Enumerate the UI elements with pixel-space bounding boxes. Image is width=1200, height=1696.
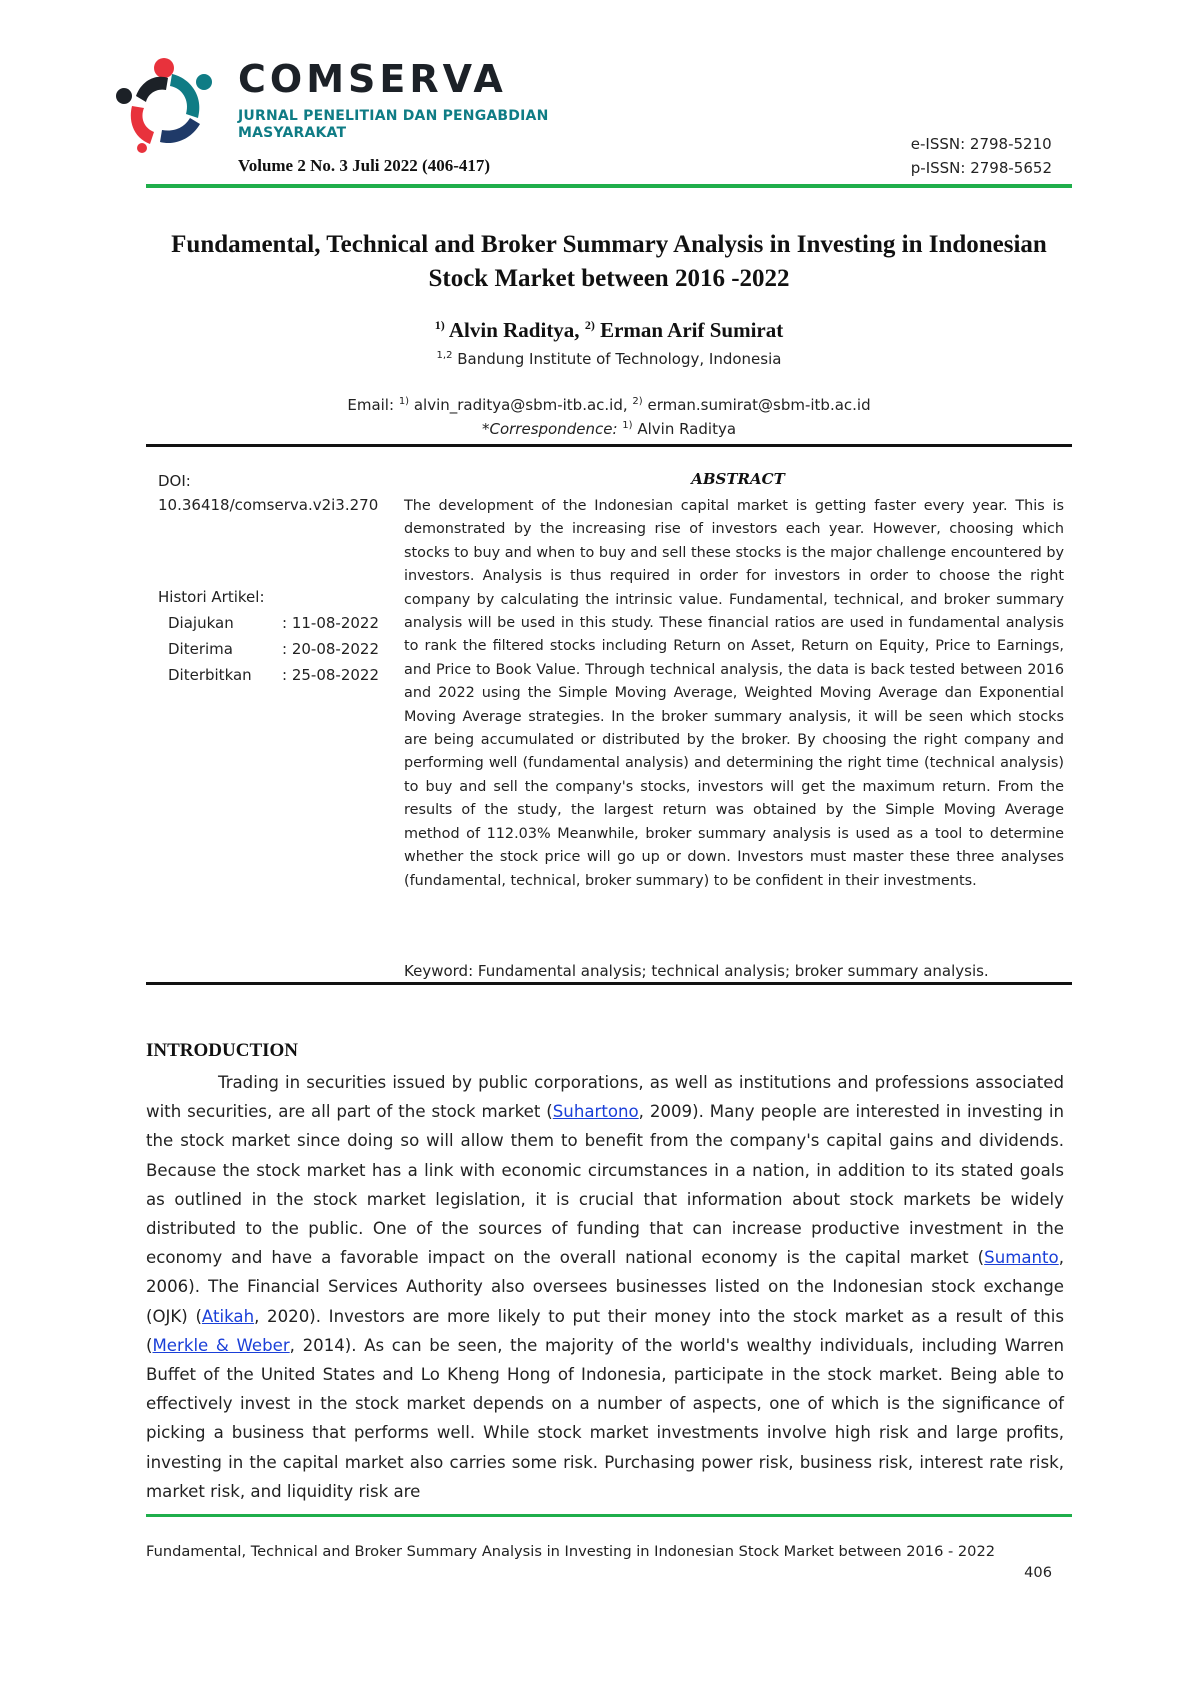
brand-name: COMSERVA <box>238 57 507 101</box>
logo-head-dark <box>116 88 132 104</box>
email1-mark: 1) <box>398 396 410 407</box>
abstract-top-rule <box>146 444 1072 447</box>
affiliation-mark: 1,2 <box>436 350 453 361</box>
logo-arm-dark <box>136 77 168 102</box>
page-number: 406 <box>1024 1564 1052 1581</box>
author-line <box>146 318 1072 343</box>
history-row-value: : 25-08-2022 <box>282 666 379 684</box>
header-divider <box>146 184 1072 188</box>
intro-text-5: , 2014). As can be seen, the majority of the world's wealthy individuals, including Warren Buffet of the United States and Lo Kheng Hong of Indonesia, participate in the stock market. Being able to effectively invest in the stock market depends on a number of aspects, one of which is the significance of picking a business that performs well. While stock market investments involve high risk and large profits, investing in the capital market also carries some risk. Purchasing power risk, business risk, interest rate risk, market risk, and liquidity risk are <box>146 1335 1064 1501</box>
email2-link[interactable]: erman.sumirat@sbm-itb.ac.id <box>647 396 871 414</box>
logo-head-red <box>154 58 174 78</box>
history-row-label: Diterima <box>168 640 233 658</box>
author1-mark: 1) <box>434 318 445 332</box>
eissn: e-ISSN: 2798-5210 <box>910 135 1052 153</box>
logo-arm-red <box>131 106 154 144</box>
volume-info: Volume 2 No. 3 Juli 2022 (406-417) <box>238 156 491 175</box>
correspondence-line <box>146 420 1072 438</box>
pissn: p-ISSN: 2798-5652 <box>910 159 1052 177</box>
comserva-logo-icon <box>112 56 224 154</box>
paper-title: Fundamental, Technical and Broker Summary Analysis in Investing in Indonesian Stock Market between 2016 -2022 <box>171 231 1047 292</box>
author2-name: Erman Arif Sumirat <box>600 318 784 342</box>
intro-text-2: , 2009). Many people are interested in investing in the stock market since doing so will allow them to benefit from the company's capital gains and dividends. Because the stock market has a link with economic circumstances in a nation, in addition to its stated goals as outlined in the stock market legislation, it is crucial that information about stock markets be widely distributed to the public. One of the sources of funding that can increase productive investment in the economy and have a favorable impact on the overall national economy is the capital market ( <box>146 1102 1064 1268</box>
affiliation <box>146 350 1072 368</box>
correspondence-label: *Correspondence: <box>481 420 618 438</box>
history-row-value: : 20-08-2022 <box>282 640 379 658</box>
doi-value[interactable]: 10.36418/comserva.v2i3.270 <box>158 496 379 514</box>
citation-link-suhartono[interactable]: Suhartono <box>552 1102 639 1122</box>
email1-link[interactable]: alvin_raditya@sbm-itb.ac.id, <box>413 396 628 414</box>
issn-block <box>911 132 1052 180</box>
logo-arm-teal <box>170 74 199 118</box>
affiliation-text: Bandung Institute of Technology, Indonesia <box>457 350 782 368</box>
logo-head-teal <box>196 74 212 90</box>
history-row-label: Diajukan <box>168 614 234 632</box>
abstract-body: The development of the Indonesian capital market is getting faster every year. This is demonstrated by the increasing rise of investors each year. However, choosing which stocks to buy and when to buy and sell these stocks is the major challenge encountered by investors. Analysis is thus required in order for investors in order to choose the right company by calculating the intrinsic value. Fundamental, technical, and broker summary analysis will be used in this study. These financial ratios are used in fundamental analysis to rank the filtered stocks including Return on Asset, Return on Equity, Price to Earnings, and Price to Book Value. Through technical analysis, the data is back tested between 2016 and 2022 using the Simple Moving Average, Weighted Moving Average dan Exponential Moving Average strategies. In the broker summary analysis, it will be seen which stocks are being accumulated or distributed by the broker. By choosing the right company and performing well (fundamental analysis) and determining the right time (technical analysis) to buy and sell the company's stocks, investors will get the maximum return. From the results of the study, the largest return was obtained by the Simple Moving Average method of 112.03% Meanwhile, broker summary analysis is used as a tool to determine whether the stock price will go up or down. Investors must master these three analyses (fundamental, technical, broker summary) to be confident in their investments. <box>404 498 1064 889</box>
author2-mark: 2) <box>584 318 595 332</box>
intro-text-4: , 2020). Investors are more likely to put their money into the stock market as a result of this ( <box>146 1306 1064 1355</box>
citation-link-sumanto[interactable]: Sumanto <box>984 1248 1059 1268</box>
history-row-value: : 11-08-2022 <box>282 614 379 632</box>
history-label: Histori Artikel: <box>158 588 265 606</box>
email-label: Email: <box>347 396 395 414</box>
correspondence-name: Alvin Raditya <box>637 420 737 438</box>
author1-name: Alvin Raditya, <box>448 318 580 342</box>
keywords: Keyword: Fundamental analysis; technical analysis; broker summary analysis. <box>404 962 989 980</box>
introduction-paragraph <box>146 1068 1064 1506</box>
correspondence-mark: 1) <box>622 420 633 431</box>
footer-divider <box>146 1514 1072 1517</box>
email-line <box>146 396 1072 414</box>
running-title: Fundamental, Technical and Broker Summary Analysis in Investing in Indonesian Stock Market between 2016 - 2022 <box>146 1543 996 1560</box>
abstract-bottom-rule <box>146 982 1072 985</box>
citation-link-atikah[interactable]: Atikah <box>201 1306 255 1326</box>
brand-subtitle: JURNAL PENELITIAN DAN PENGABDIAN MASYARAKAT <box>238 108 549 141</box>
history-row-label: Diterbitkan <box>168 666 252 684</box>
intro-text-1: Trading in securities issued by public corporations, as well as institutions and professions associated with securities, are all part of the stock market ( <box>146 1073 1064 1122</box>
email2-mark: 2) <box>632 396 643 407</box>
abstract-heading: ABSTRACT <box>691 470 785 488</box>
logo-arm-navy <box>160 118 200 143</box>
doi-label: DOI: <box>158 472 191 490</box>
intro-text-3: , 2006). The Financial Services Authority also oversees businesses listed on the Indonesian stock exchange (OJK) ( <box>146 1248 1064 1326</box>
logo-head-red-small <box>137 143 147 153</box>
introduction-heading: INTRODUCTION <box>146 1040 299 1061</box>
citation-link-merkle-weber[interactable]: Merkle & Weber <box>152 1335 290 1355</box>
